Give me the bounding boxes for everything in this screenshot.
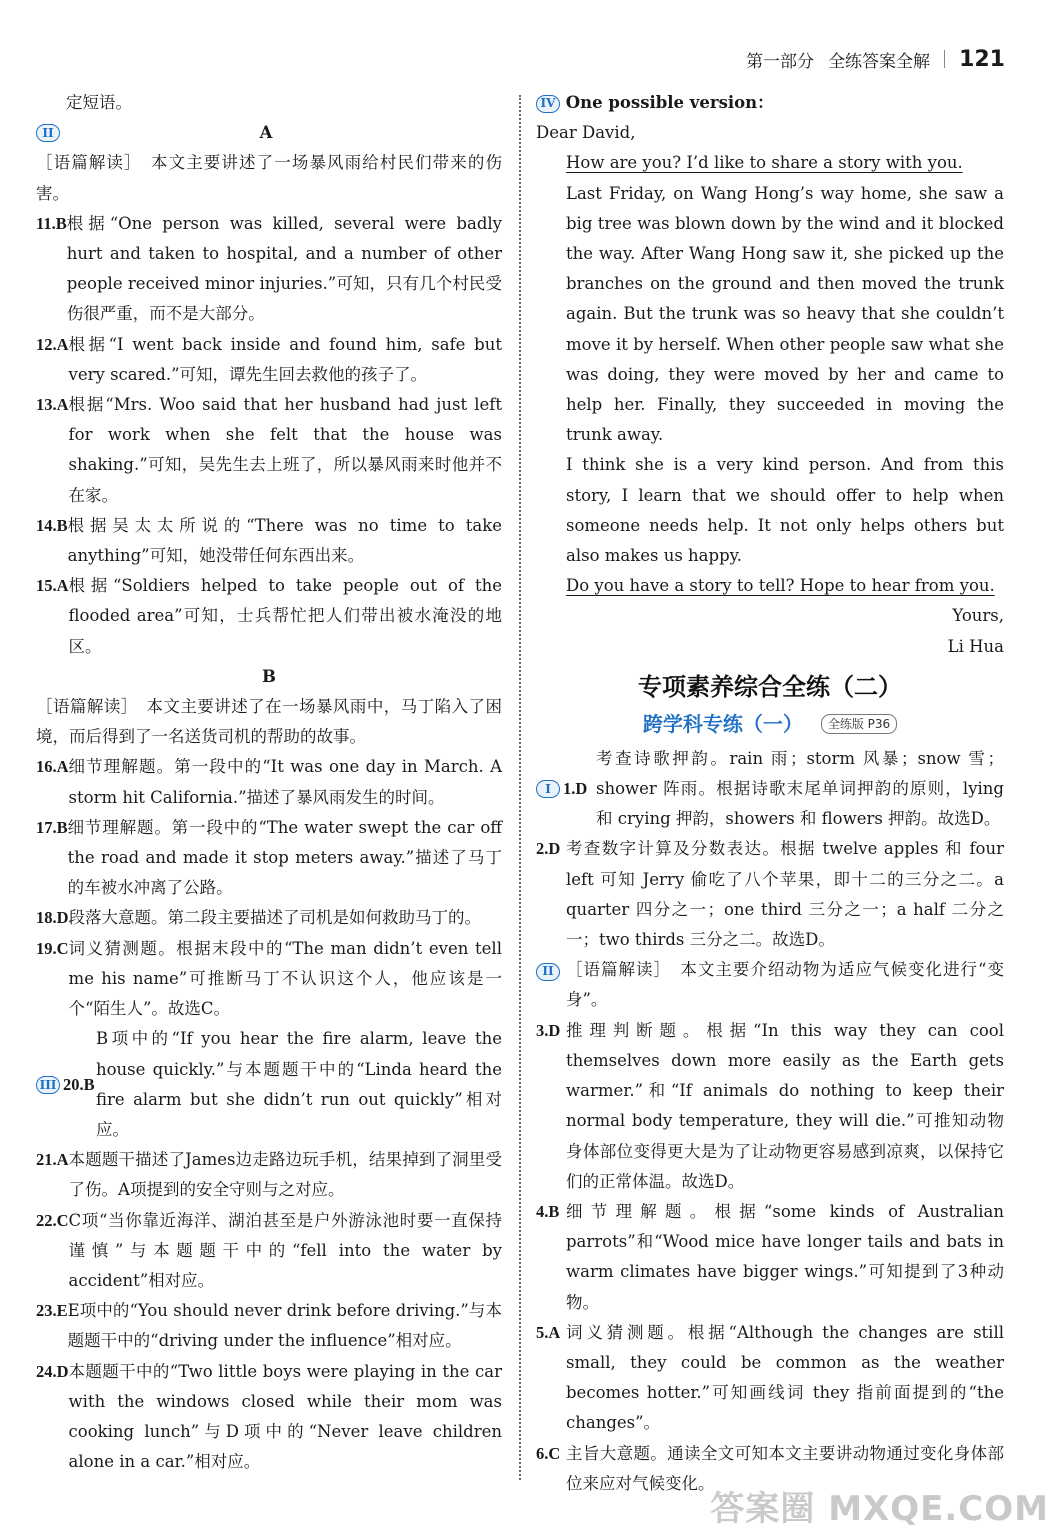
letter-paragraph: I think she is a very kind person. And from this story, I learn that we should offer to help when someone needs help. It not only helps others but also makes us happy. xyxy=(566,455,1004,566)
answer-number: 15.A xyxy=(36,576,69,596)
header-book: 全练答案全解 xyxy=(828,51,931,72)
passage-b-summary: ［语篇解读］ 本文主要讲述了在一场暴风雨中，马丁陷入了困境，而后得到了一名送货司机的帮助的故事。 xyxy=(36,697,502,747)
answer-number: 16.A xyxy=(36,757,69,777)
section-badge-ii: II xyxy=(36,124,60,142)
passage-letter-a: A xyxy=(259,123,273,143)
answer-text: 考查诗歌押韵。rain 雨；storm 风暴；snow 雪；shower 阵雨。根据诗歌末尾单词押韵的原则，lying 和 crying 押韵，showers 和 flowers 押韵。故选D。 xyxy=(596,748,1004,829)
section-IV-heading xyxy=(536,88,1004,118)
answer-number: 11.B xyxy=(36,213,67,233)
letter-paragraph xyxy=(536,148,1004,178)
answer-text: 根据吴太太所说的“There was no time to take anything”可知，她没带任何东西出来。 xyxy=(67,515,502,566)
answer-number: 14.B xyxy=(36,515,68,535)
answer-number: 20.B xyxy=(63,1074,95,1094)
answer-number: 23.E xyxy=(36,1301,68,1321)
answer-text: 词义猜测题。根据“Although the changes are still small, they could be common as the weather becomes hotter.”可知画线词 they 指前面提到的“the changes”。 xyxy=(566,1322,1004,1433)
passage-a-summary: ［语篇解读］ 本文主要讲述了一场暴风雨给村民们带来的伤害。 xyxy=(36,153,502,203)
answer-number: 24.D xyxy=(36,1361,69,1381)
answer-number: 6.C xyxy=(536,1443,561,1463)
answer-item xyxy=(36,1145,502,1205)
answer-number: 13.A xyxy=(36,395,69,415)
answer-number: 2.D xyxy=(536,839,561,859)
answer-number: 21.A xyxy=(36,1150,69,1170)
left-column xyxy=(36,88,502,1477)
page-number: 121 xyxy=(959,46,1005,72)
answer-text: 根据“Mrs. Woo said that her husband had just left for work when she felt that the house was shaking.”可知，吴先生去上班了，所以暴风雨来时他并不在家。 xyxy=(68,395,502,505)
answer-text: 考查数字计算及分数表达。根据 twelve apples 和 four left 可知 Jerry 偷吃了八个苹果，即十二的三分之二。a quarter 四分之一；one third 三分之一；a half 二分之一；two thirds 三分之二。故选D。 xyxy=(566,839,1004,950)
answer-item xyxy=(36,209,502,330)
answer-text: 细节理解题。根据“some kinds of Australian parrots”和“Wood mice have longer tails and bats in warm climates have bigger wings.”可知提到了3种动物。 xyxy=(566,1201,1004,1312)
answer-item xyxy=(36,934,502,1025)
page-reference-badge: 全练版 P36 xyxy=(821,714,897,734)
answer-item xyxy=(36,1357,502,1478)
answer-text: 根据“I went back inside and found him, safe but very scared.”可知，谭先生回去救他的孩子了。 xyxy=(68,334,502,384)
letter-paragraph xyxy=(536,571,1004,601)
right-column xyxy=(536,88,1004,1499)
answer-item xyxy=(536,834,1004,955)
answer-number-group xyxy=(36,1024,96,1145)
answer-item xyxy=(36,390,502,511)
answer-text: E项中的“You should never drink before driving.”与本题题干中的“driving under the influence”相对应。 xyxy=(67,1301,502,1351)
answer-number: 12.A xyxy=(36,334,69,354)
letter-salutation: Dear David, xyxy=(536,123,636,143)
answer-item xyxy=(36,1296,502,1356)
answer-item xyxy=(536,744,1004,835)
answer-item xyxy=(536,1016,1004,1197)
sub-title-row xyxy=(536,708,1004,740)
answer-text: 根据“One person was killed, several were badly hurt and taken to hospital, and a number of other people received minor injuries.”可知，只有几个村民受伤很严重，而不是大部分。 xyxy=(66,213,502,324)
answer-text: 词义猜测题。根据末段中的“The man didn’t even tell me his name”可推断马丁不认识这个人，他应该是一个“陌生人”。故选C。 xyxy=(68,938,502,1019)
letter-opening-line: How are you? I’d like to share a story with you. xyxy=(566,153,963,173)
answer-item xyxy=(36,330,502,390)
answer-number: 1.D xyxy=(563,779,588,799)
answer-number-group xyxy=(536,744,596,835)
page-header xyxy=(746,42,1005,76)
answer-item xyxy=(36,903,502,933)
answer-number: 5.A xyxy=(536,1322,561,1342)
section-badge-iii: III xyxy=(36,1076,60,1094)
header-section: 第一部分 xyxy=(746,51,815,72)
passage-summary-row xyxy=(536,955,1004,1015)
answer-number: 4.B xyxy=(536,1201,560,1221)
letter-paragraph: Last Friday, on Wang Hong’s way home, she saw a big tree was blown down by the wind and it blocked the way. After Wang Hong saw it, she picked up the branches on the ground and then moved the trunk again. But the trunk was so heavy that she couldn’t move it by herself. When other people saw what she was doing, they were moved by her and came to help her. Finally, they succeeded in moving the trunk away. xyxy=(566,183,1004,445)
answer-number: 18.D xyxy=(36,908,69,928)
answer-text: 主旨大意题。通读全文可知本文主要讲动物通过变化身体部位来应对气候变化。 xyxy=(566,1443,1004,1493)
answer-item xyxy=(536,1318,1004,1439)
version-label: One possible version： xyxy=(565,93,774,112)
answer-text: 细节理解题。第一段中的“The water swept the car off the road and made it stop meters away.”描述了马丁的车被水冲离了公路。 xyxy=(67,817,502,898)
answer-number: 17.B xyxy=(36,817,68,837)
section-title: 专项素养综合全练（二） xyxy=(638,672,902,701)
answer-text: 本题题干描述了James边走路边玩手机，结果掉到了洞里受了伤。A项提到的安全守则与之对应。 xyxy=(68,1150,502,1200)
sub-title: 跨学科专练（一） xyxy=(642,711,803,736)
answer-text: B项中的“If you hear the fire alarm, leave the house quickly.”与本题题干中的“Linda heard the fire alarm but she didn’t run out quickly”相对应。 xyxy=(96,1029,502,1139)
answer-text: 根据“Soldiers helped to take people out of the flooded area”可知，士兵帮忙把人们带出被水淹没的地区。 xyxy=(68,576,502,656)
answer-item xyxy=(536,1197,1004,1318)
answer-item xyxy=(36,813,502,904)
answer-item xyxy=(36,1024,502,1145)
answer-text: 推理判断题。根据“In this way they can cool themselves down more easily as the Earth gets warmer.”和“If animals do nothing to keep their normal body temperature, they will die.”可推知动物身体部位变得更大是为了让动物更容易感到凉爽，以保持它们的正常体温。故选D。 xyxy=(566,1020,1004,1191)
letter-signature: Li Hua xyxy=(947,636,1004,656)
answer-text: 本题题干中的“Two little boys were playing in the car with the windows closed while their mom was cooking lunch”与D项中的“Never leave children alone in a car.”相对应。 xyxy=(68,1361,502,1472)
section-badge-iv: IV xyxy=(536,95,560,113)
section-II-heading xyxy=(36,118,502,148)
column-divider xyxy=(519,95,521,1480)
letter-closing: Yours, xyxy=(952,606,1004,626)
answer-item xyxy=(36,1206,502,1297)
letter-closing-line: Do you have a story to tell? Hope to hear from you. xyxy=(566,576,995,596)
answer-number-group xyxy=(536,955,566,1015)
answer-text: 段落大意题。第二段主要描述了司机是如何救助马丁的。 xyxy=(68,908,482,928)
intro-text: 定短语。 xyxy=(66,93,132,112)
passage-letter-b: B xyxy=(262,666,276,686)
answer-item xyxy=(36,571,502,662)
passage-summary: ［语篇解读］ 本文主要介绍动物为适应气候变化进行“变身”。 xyxy=(566,960,1004,1010)
answer-text: 细节理解题。第一段中的“It was one day in March. A storm hit California.”描述了暴风雨发生的时间。 xyxy=(68,757,502,807)
watermark-logo: 答案圈 MXQE.COM xyxy=(710,1489,1049,1529)
answer-number: 22.C xyxy=(36,1210,69,1230)
answer-number: 19.C xyxy=(36,938,69,958)
answer-item xyxy=(36,752,502,812)
answer-item xyxy=(36,511,502,571)
header-separator xyxy=(944,50,945,68)
section-badge-i: I xyxy=(536,780,560,798)
answer-text: C项“当你靠近海洋、湖泊甚至是户外游泳池时要一直保持谨慎”与本题题干中的“fell into the water by accident”相对应。 xyxy=(68,1210,502,1290)
answer-number: 3.D xyxy=(536,1020,561,1040)
section-badge-ii-right: II xyxy=(536,963,560,981)
